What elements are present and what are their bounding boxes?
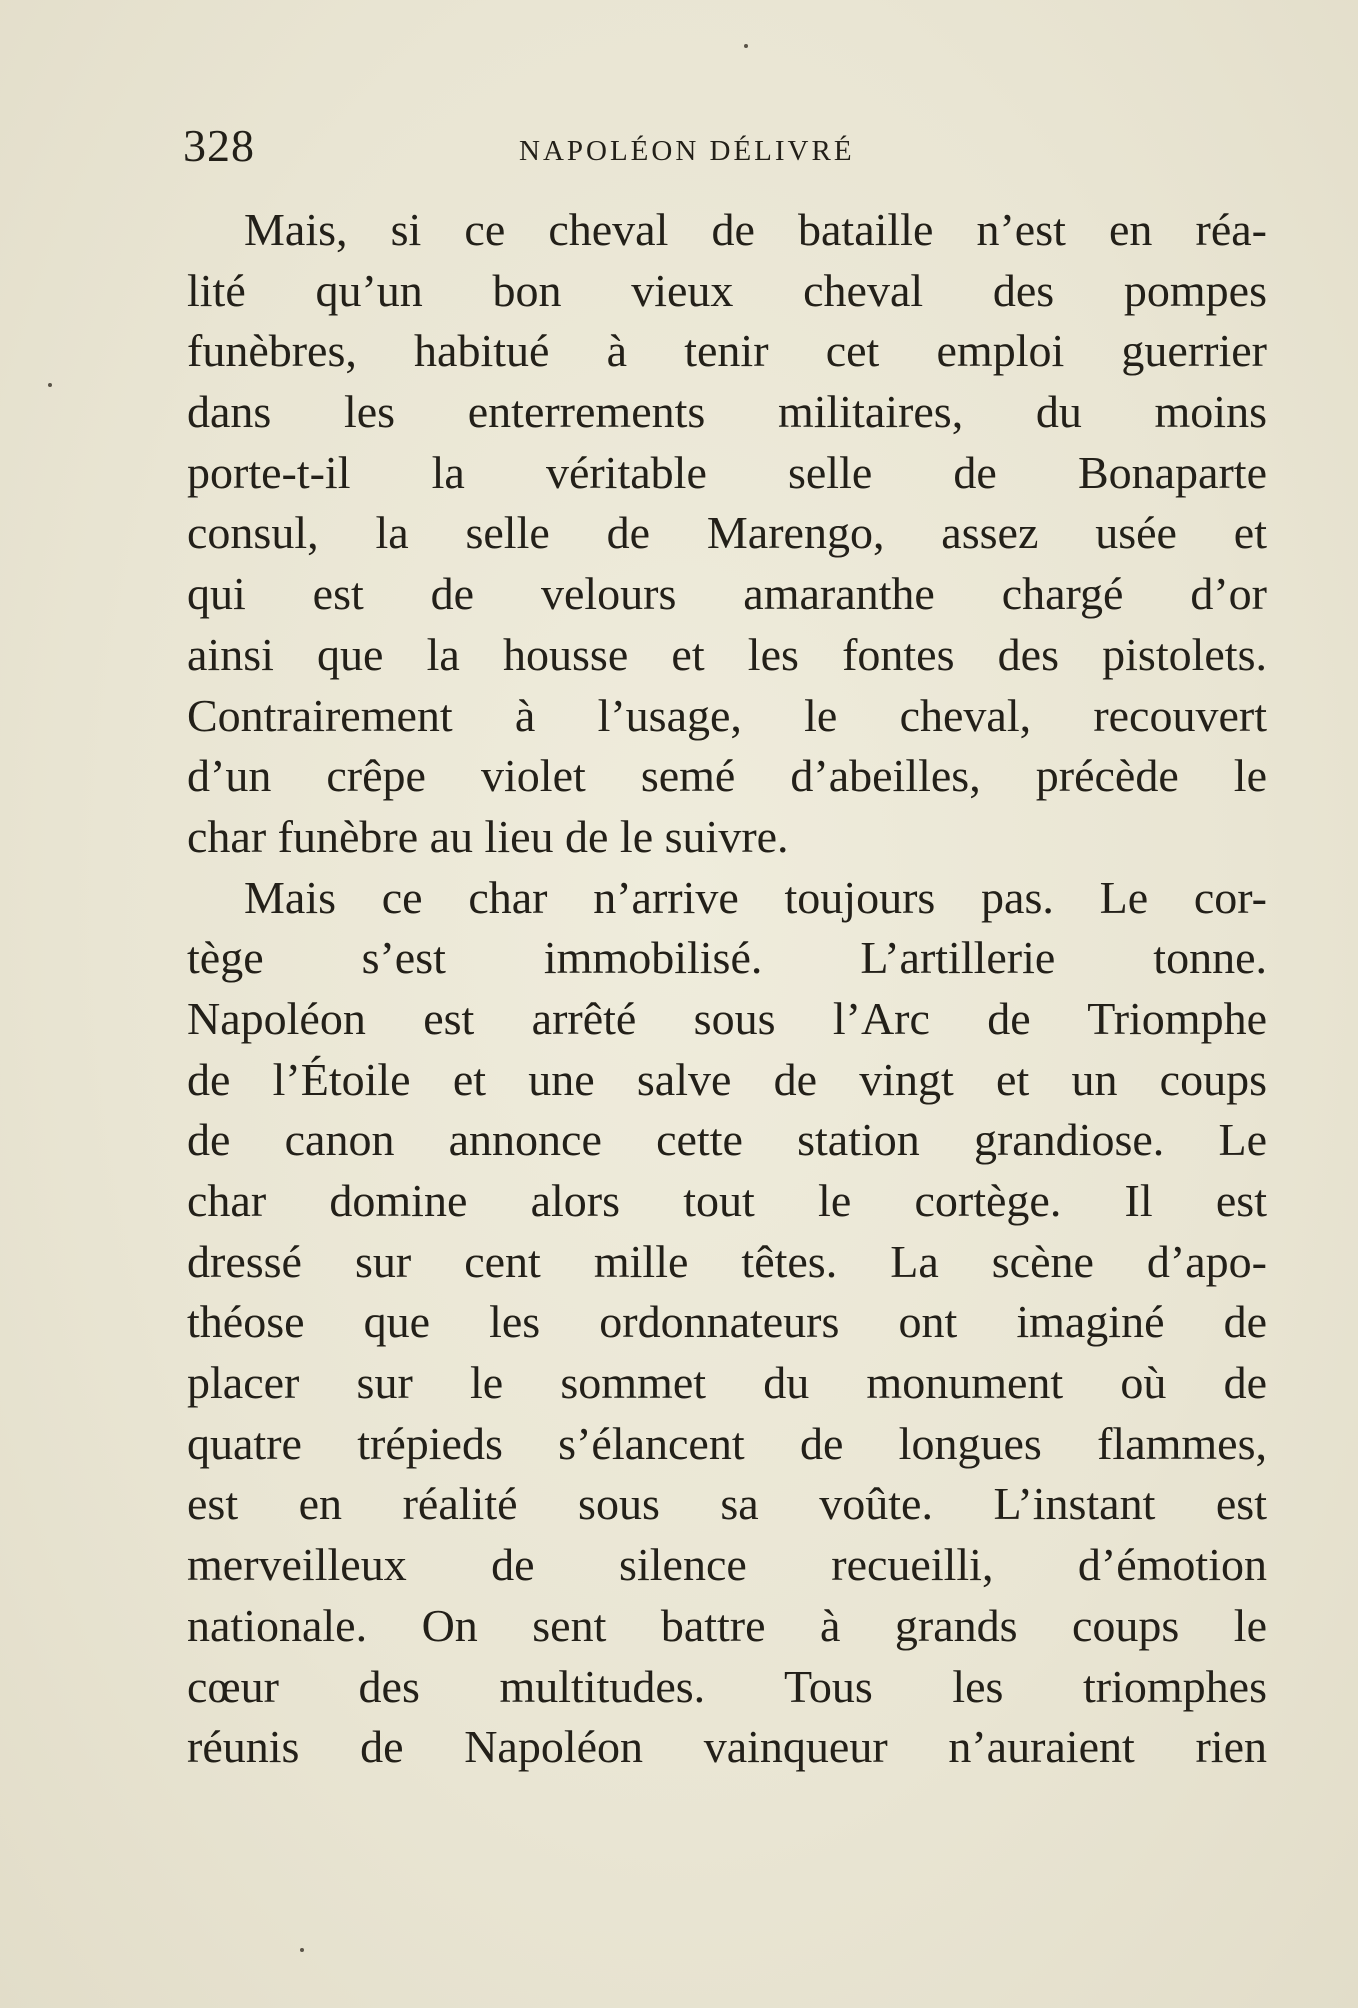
text-line: Mais, si ce cheval de bataille n’est en réa- [244, 204, 1267, 255]
text-line: qui est de velours amaranthe chargé d’or [187, 568, 1267, 620]
text-line: consul, la selle de Marengo, assez usée et [187, 507, 1267, 559]
running-title: NAPOLÉON DÉLIVRÉ [519, 135, 855, 167]
text-line: nationale. On sent battre à grands coups le [187, 1599, 1267, 1651]
text-line: de l’Étoile et une salve de vingt et un coups [187, 1053, 1267, 1105]
text-line: de canon annonce cette station grandiose. Le [187, 1114, 1267, 1166]
page-header [183, 118, 1268, 178]
text-line: char funèbre au lieu de le suivre. [187, 810, 789, 862]
text-line: lité qu’un bon vieux cheval des pompes [187, 264, 1267, 316]
text-line: char domine alors tout le cortège. Il est [187, 1175, 1267, 1226]
paper-speck [744, 44, 748, 48]
text-line: Napoléon est arrêté sous l’Arc de Triomphe [187, 992, 1267, 1044]
text-line: merveilleux de silence recueilli, d’émotion [187, 1539, 1267, 1591]
text-line: quatre trépieds s’élancent de longues flammes, [187, 1417, 1267, 1469]
paragraph-1 [187, 200, 1267, 868]
text-line: dressé sur cent mille têtes. La scène d’apo- [187, 1235, 1267, 1287]
text-line: cœur des multitudes. Tous les triomphes [187, 1660, 1267, 1712]
text-line: d’un crêpe violet semé d’abeilles, précède le [187, 750, 1267, 802]
text-line: dans les enterrements militaires, du moins [187, 386, 1267, 438]
text-line: réunis de Napoléon vainqueur n’auraient rien [187, 1721, 1267, 1773]
text-line: ainsi que la housse et les fontes des pistolets. [187, 628, 1267, 680]
text-line: tège s’est immobilisé. L’artillerie tonne. [187, 932, 1267, 984]
text-line: théose que les ordonnateurs ont imaginé de [187, 1296, 1267, 1348]
page-number: 328 [183, 120, 255, 171]
text-line: est en réalité sous sa voûte. L’instant est [187, 1478, 1267, 1530]
paragraph-2 [187, 868, 1267, 1778]
body-text [187, 200, 1267, 1778]
text-line: porte-t-il la véritable selle de Bonaparte [187, 446, 1267, 498]
text-line: funèbres, habitué à tenir cet emploi guerrier [187, 325, 1267, 377]
text-line: Mais ce char n’arrive toujours pas. Le cor- [244, 871, 1267, 923]
paper-speck [48, 383, 52, 387]
text-line: placer sur le sommet du monument où de [187, 1357, 1267, 1409]
text-line: Contrairement à l’usage, le cheval, recouvert [187, 689, 1267, 741]
paper-speck [300, 1948, 304, 1952]
